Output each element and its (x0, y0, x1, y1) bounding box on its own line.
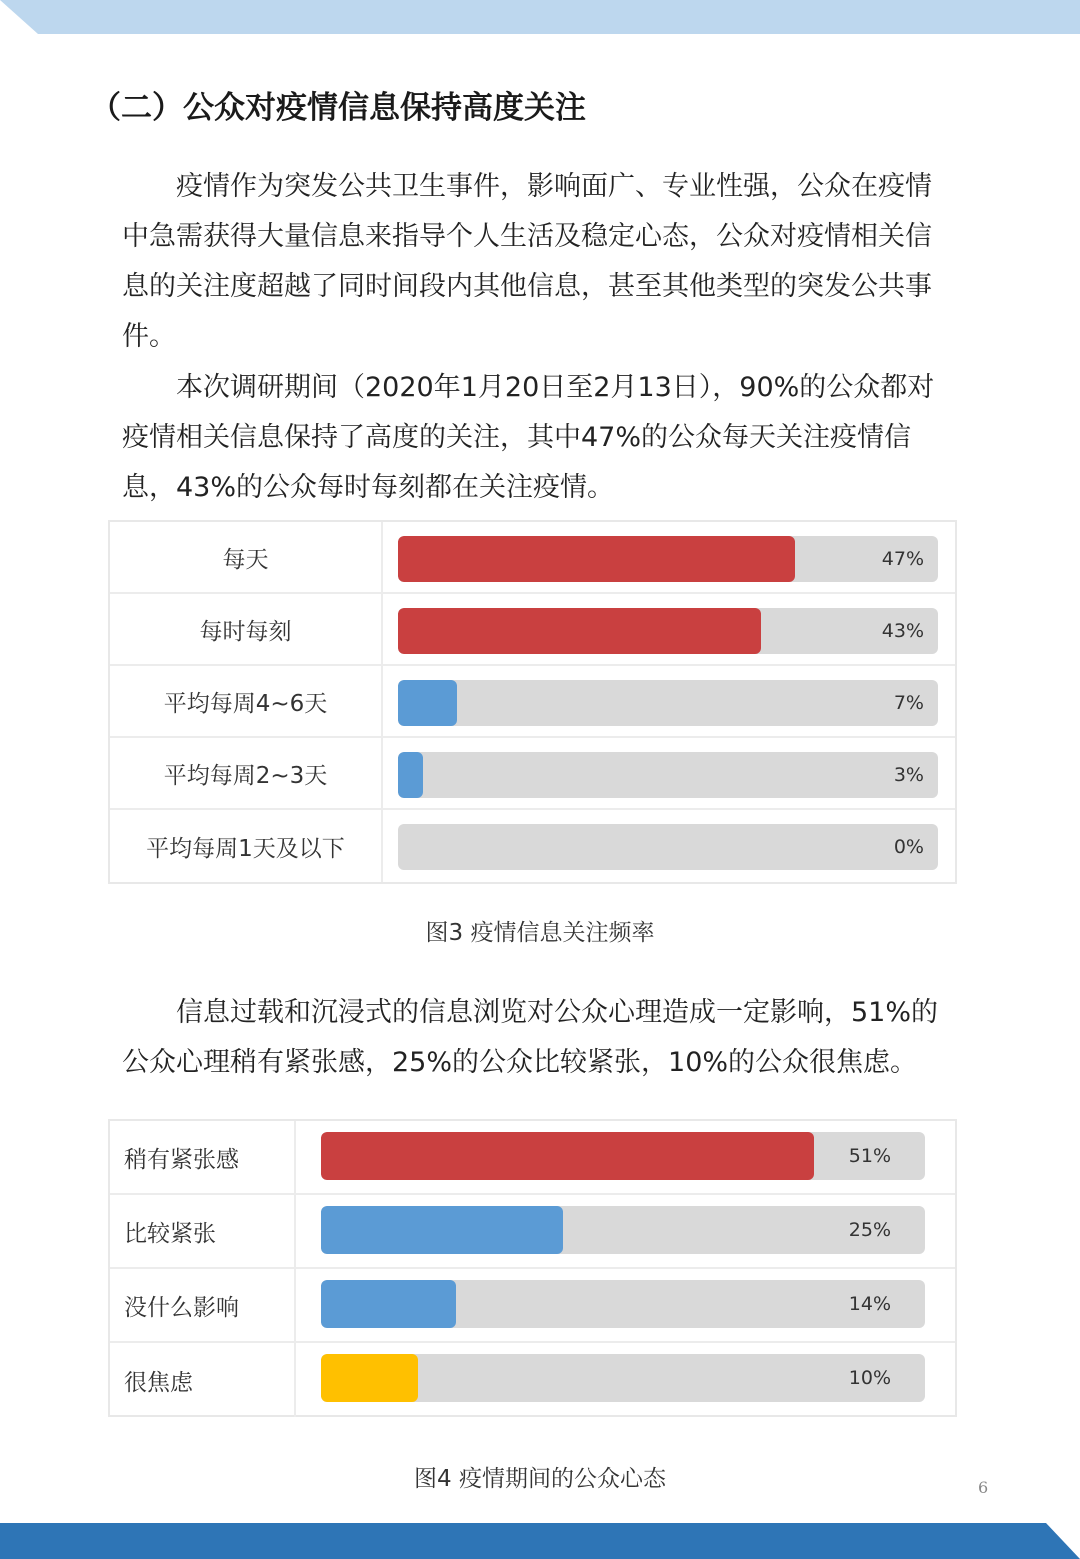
category-label: 平均每周4~6天 (110, 666, 383, 736)
bar (398, 536, 795, 582)
figure-4-caption: 图4 疫情期间的公众心态 (414, 1466, 666, 1492)
category-label: 没什么影响 (110, 1269, 296, 1341)
paragraph-1: 疫情作为突发公共卫生事件，影响面广、专业性强，公众在疫情中急需获得大量信息来指导个人生活及稳定心态，公众对疫情相关信息的关注度超越了同时间段内其他信息，甚至其他类型的突发公共事件。 (122, 171, 932, 352)
paragraph-3: 信息过载和沉浸式的信息浏览对公众心理造成一定影响，51%的公众心理稍有紧张感，25%的公众比较紧张，10%的公众很焦虑。 (122, 997, 939, 1078)
bottom-decorative-band (0, 1523, 1080, 1559)
value-label: 14% (848, 1293, 891, 1315)
public-mood-chart (108, 1119, 957, 1417)
category-label: 比较紧张 (110, 1195, 296, 1267)
attention-frequency-chart (108, 520, 957, 884)
value-label: 47% (881, 548, 924, 570)
category-label: 平均每周1天及以下 (110, 810, 383, 882)
value-label: 3% (893, 764, 924, 786)
chart-row (110, 810, 955, 882)
chart-row (110, 1343, 955, 1417)
chart-row (110, 1121, 955, 1195)
figure-3-caption: 图3 疫情信息关注频率 (425, 920, 655, 946)
bar (321, 1206, 563, 1254)
category-label: 很焦虑 (110, 1343, 296, 1417)
chart-row (110, 666, 955, 738)
bar-track (321, 1280, 925, 1328)
bar-track (321, 1206, 925, 1254)
category-label: 每天 (110, 522, 383, 592)
value-label: 0% (893, 836, 924, 858)
chart-row (110, 738, 955, 810)
bar (398, 680, 457, 726)
chart-row (110, 1195, 955, 1269)
bar-track (398, 752, 938, 798)
top-decorative-band (0, 0, 1080, 34)
value-label: 51% (848, 1145, 891, 1167)
chart-row (110, 594, 955, 666)
category-label: 平均每周2~3天 (110, 738, 383, 808)
category-label: 稍有紧张感 (110, 1121, 296, 1193)
value-label: 43% (881, 620, 924, 642)
bar-track (398, 536, 938, 582)
bar (398, 752, 423, 798)
bar (398, 608, 761, 654)
bar-track (398, 680, 938, 726)
chart-row (110, 1269, 955, 1343)
value-label: 25% (848, 1219, 891, 1241)
bar (321, 1132, 814, 1180)
category-label: 每时每刻 (110, 594, 383, 664)
page-number: 6 (978, 1478, 989, 1497)
bar-track (321, 1132, 925, 1180)
value-label: 10% (848, 1367, 891, 1389)
value-label: 7% (893, 692, 924, 714)
section-heading: （二）公众对疫情信息保持高度关注 (90, 90, 586, 126)
chart-row (110, 522, 955, 594)
bar-track (398, 824, 938, 870)
bar (321, 1280, 456, 1328)
paragraph-2: 本次调研期间（2020年1月20日至2月13日），90%的公众都对疫情相关信息保持了高度的关注，其中47%的公众每天关注疫情信息，43%的公众每时每刻都在关注疫情。 (122, 372, 935, 503)
bar-track (321, 1354, 925, 1402)
bar-track (398, 608, 938, 654)
bar (321, 1354, 418, 1402)
